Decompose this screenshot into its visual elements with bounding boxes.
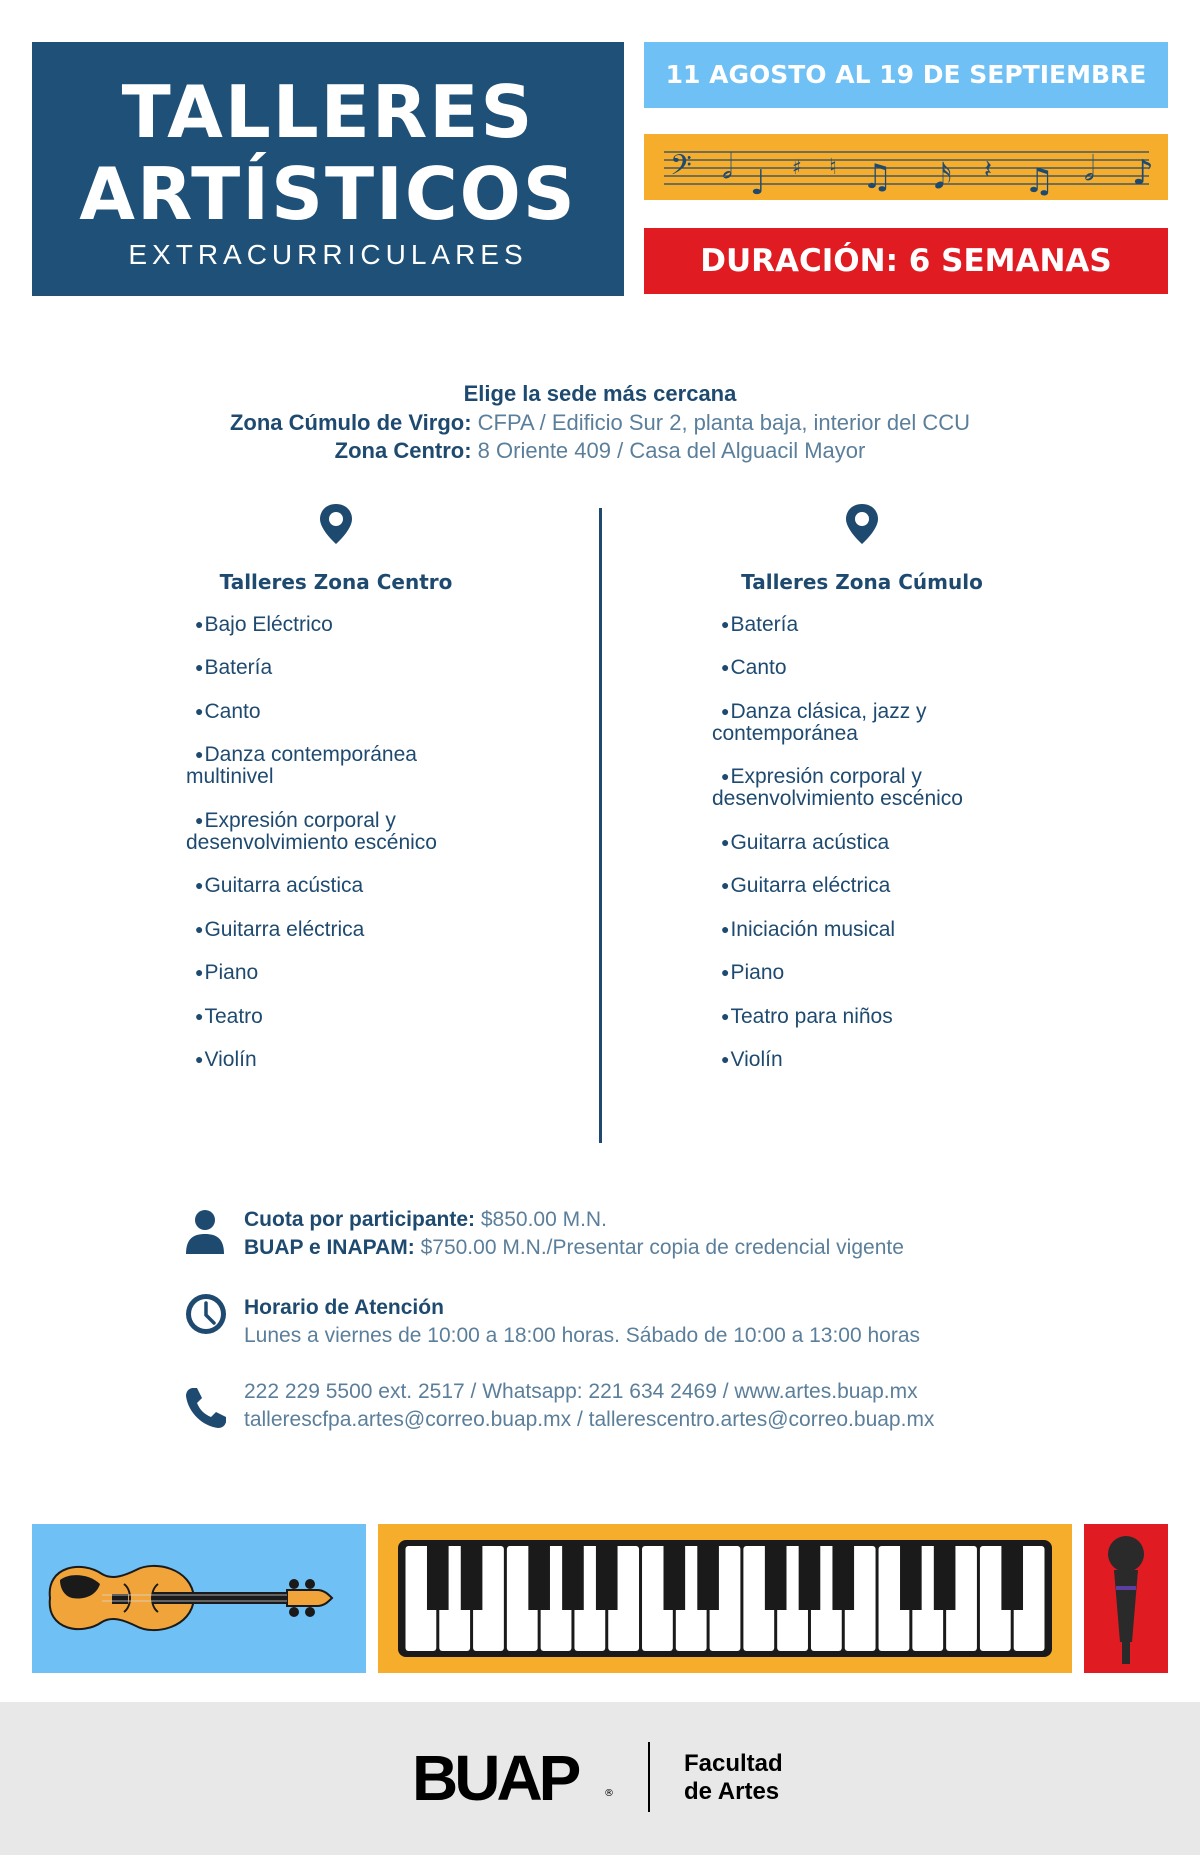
horario-label [244,1294,1164,1322]
piano-black-key [799,1546,821,1610]
sede-centro-label: Zona Centro: [334,438,472,463]
cuota-line-2 [244,1234,1144,1262]
svg-text:♮: ♮ [829,155,837,180]
svg-text:♪: ♪ [1132,153,1154,193]
date-banner: 11 AGOSTO AL 19 DE SEPTIEMBRE [644,42,1168,108]
list-item-continued: contemporánea [712,722,858,745]
sede-virgo-label: Zona Cúmulo de Virgo: [229,410,472,435]
cumulo-title: Talleres Zona Cúmulo [741,570,983,594]
list-item: ● Violín [721,1049,1041,1072]
svg-text:♫: ♫ [862,157,893,197]
piano-black-key [664,1546,686,1610]
piano-black-key [1001,1546,1023,1610]
footer-separator [648,1742,650,1812]
person-icon [184,1208,226,1256]
list-item: ● Danza contemporánea [195,744,515,767]
piano-black-key [697,1546,719,1610]
phone-icon [184,1386,228,1430]
sede-virgo [0,409,1200,437]
cuota-line-1 [244,1206,1144,1234]
piano-black-key [427,1546,449,1610]
faculty-line-2: de Artes [684,1778,780,1805]
piano-black-key [765,1546,787,1610]
svg-text:𝅘𝅥𝅯: 𝅘𝅥𝅯 [934,157,952,197]
violin-icon [32,1524,366,1673]
sede-virgo-value: CFPA / Edificio Sur 2, planta baja, interior del CCU [477,410,971,435]
buap-logo: BUAP [412,1742,578,1814]
microphone-panel [1084,1524,1168,1673]
music-staff-banner [644,134,1168,200]
list-item: ● Guitarra acústica [721,832,1041,855]
piano-black-key [461,1546,483,1610]
list-item: ● Expresión corporal y [195,810,515,833]
duration-banner: DURACIÓN: 6 SEMANAS [644,228,1168,294]
list-item: ● Batería [195,657,515,680]
column-divider [599,508,602,1143]
title-subtitle: EXTRACURRICULARES [128,239,528,270]
clock-icon [184,1292,228,1336]
centro-list [186,613,545,1074]
list-item-continued: desenvolvimiento escénico [712,787,963,810]
list-item: ● Guitarra eléctrica [721,875,1041,898]
cuota-buap-label: BUAP e INAPAM: [244,1236,415,1259]
piano-panel [378,1524,1072,1673]
horario-label-text: Horario de Atención [244,1296,444,1319]
list-item: ● Guitarra acústica [195,875,515,898]
location-pin-icon [844,502,880,546]
title-line-2: ARTÍSTICOS [79,152,577,236]
music-staff-icon [644,134,1168,200]
svg-text:𝅗𝅥: 𝅗𝅥 [1084,149,1095,189]
piano-black-key [832,1546,854,1610]
piano-black-key [562,1546,584,1610]
list-item: ● Batería [721,614,1041,637]
cuota-buap-value: $750.00 M.N./Presentar copia de credencial vigente [420,1236,904,1259]
list-item: ● Guitarra eléctrica [195,919,515,942]
svg-text:𝄽: 𝄽 [984,155,992,185]
piano-black-key [528,1546,550,1610]
list-item: ● Bajo Eléctrico [195,614,515,637]
contact-line-1[interactable]: 222 229 5500 ext. 2517 / Whatsapp: 221 634 2469 / www.artes.buap.mx [244,1380,918,1403]
cuota-label: Cuota por participante: [244,1208,476,1231]
svg-text:𝅗𝅥: 𝅗𝅥 [722,147,733,187]
piano-black-key [934,1546,956,1610]
title-box [32,42,624,296]
contact-line-2[interactable]: tallerescfpa.artes@correo.buap.mx / tallerescentro.artes@correo.buap.mx [244,1408,935,1431]
list-item: ● Teatro para niños [721,1006,1041,1029]
list-item: ● Expresión corporal y [721,766,1041,789]
list-item: ● Violín [195,1049,515,1072]
list-item: ● Danza clásica, jazz y [721,701,1041,724]
faculty-name [684,1750,783,1806]
microphone-icon [1084,1524,1168,1673]
list-item-continued: multinivel [186,765,274,788]
location-pin-icon [318,502,354,546]
cumulo-list [712,613,1071,1074]
svg-text:♯: ♯ [792,155,802,179]
svg-text:♩: ♩ [750,163,767,200]
sede-centro-value: 8 Oriente 409 / Casa del Alguacil Mayor [477,438,866,463]
footer [0,1702,1200,1855]
list-item-continued: desenvolvimiento escénico [186,831,437,854]
list-item: ● Piano [195,962,515,985]
title-line-1: TALLERES [121,70,535,154]
list-item: ● Canto [721,657,1041,680]
list-item: ● Iniciación musical [721,919,1041,942]
registered-mark: ® [604,1788,614,1799]
list-item: ● Piano [721,962,1041,985]
faculty-line-1: Facultad [684,1750,783,1777]
svg-text:𝄢: 𝄢 [670,149,692,189]
violin-panel [32,1524,366,1673]
svg-text:♫: ♫ [1024,161,1055,200]
sede-centro [0,437,1200,465]
centro-title: Talleres Zona Centro [219,570,453,594]
list-item: ● Teatro [195,1006,515,1029]
piano-keyboard-icon [378,1524,1072,1673]
cuota-value: $850.00 M.N. [480,1208,607,1231]
sede-title: Elige la sede más cercana [463,381,737,406]
horario-value: Lunes a viernes de 10:00 a 18:00 horas. Sábado de 10:00 a 13:00 horas [244,1324,921,1347]
list-item: ● Canto [195,701,515,724]
piano-black-key [596,1546,618,1610]
piano-black-key [900,1546,922,1610]
